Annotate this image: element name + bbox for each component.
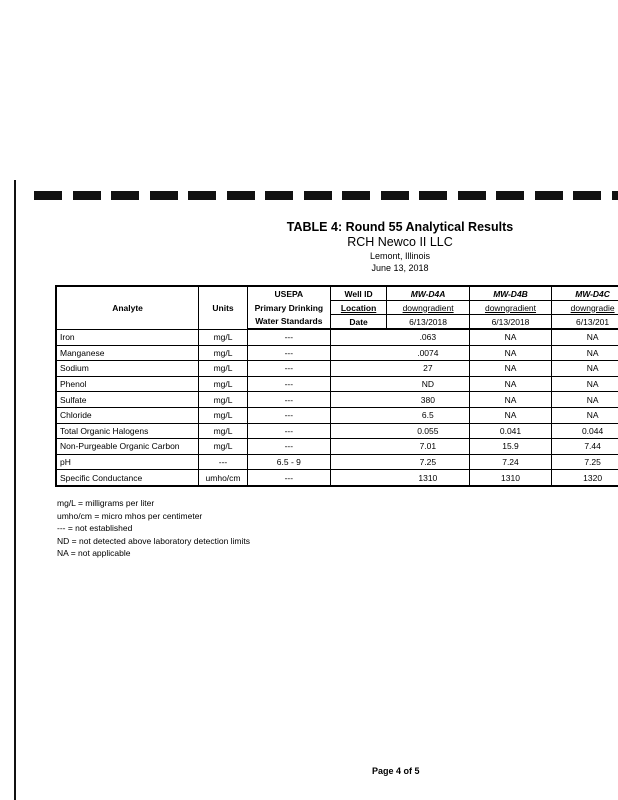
blank-cell bbox=[330, 407, 387, 423]
value-cell: NA bbox=[469, 329, 551, 345]
dash-segment bbox=[150, 191, 178, 200]
blank-cell bbox=[330, 423, 387, 439]
table-row bbox=[56, 439, 618, 455]
note-umho: umho/cm = micro mhos per centimeter bbox=[57, 510, 203, 521]
dash-segment bbox=[458, 191, 486, 200]
page-left-border bbox=[14, 180, 16, 800]
table-row bbox=[56, 407, 618, 423]
value-cell: NA bbox=[469, 407, 551, 423]
value-cell: mg/L bbox=[199, 392, 248, 408]
table-row bbox=[56, 345, 618, 361]
results-table bbox=[55, 285, 618, 487]
note-not-established: --- = not established bbox=[57, 523, 133, 534]
value-cell: NA bbox=[552, 345, 618, 361]
value-cell: ND bbox=[387, 376, 469, 392]
value-cell: NA bbox=[552, 361, 618, 377]
analyte-cell: Non-Purgeable Organic Carbon bbox=[56, 439, 199, 455]
note-nd: ND = not detected above laboratory detection limits bbox=[57, 535, 251, 546]
header-location-label: Location bbox=[330, 301, 387, 315]
dash-segment bbox=[612, 191, 618, 200]
analyte-cell: Specific Conductance bbox=[56, 470, 199, 486]
dash-segment bbox=[34, 191, 62, 200]
analyte-cell: Manganese bbox=[56, 345, 199, 361]
value-cell: --- bbox=[247, 423, 330, 439]
value-cell: NA bbox=[552, 392, 618, 408]
header-well-id-3: MW-D4C bbox=[552, 286, 618, 301]
value-cell: mg/L bbox=[199, 439, 248, 455]
value-cell: mg/L bbox=[199, 423, 248, 439]
value-cell: mg/L bbox=[199, 361, 248, 377]
value-cell: 7.25 bbox=[387, 454, 469, 470]
table-title-block bbox=[250, 220, 550, 274]
table-row bbox=[56, 470, 618, 486]
blank-cell bbox=[330, 392, 387, 408]
value-cell: --- bbox=[247, 376, 330, 392]
header-well-id-1: MW-D4A bbox=[387, 286, 469, 301]
value-cell: .063 bbox=[387, 329, 469, 345]
table-row bbox=[56, 376, 618, 392]
value-cell: --- bbox=[247, 329, 330, 345]
dash-segment bbox=[73, 191, 101, 200]
header-well-id-label: Well ID bbox=[330, 286, 387, 301]
value-cell: 1310 bbox=[469, 470, 551, 486]
value-cell: NA bbox=[552, 376, 618, 392]
value-cell: NA bbox=[469, 376, 551, 392]
blank-cell bbox=[330, 376, 387, 392]
value-cell: 0.041 bbox=[469, 423, 551, 439]
header-usepa-2: Primary Drinking bbox=[247, 301, 330, 315]
dashed-separator bbox=[34, 191, 618, 202]
value-cell: mg/L bbox=[199, 407, 248, 423]
dash-segment bbox=[419, 191, 447, 200]
value-cell: 7.24 bbox=[469, 454, 551, 470]
value-cell: 6.5 bbox=[387, 407, 469, 423]
header-units: Units bbox=[199, 286, 248, 329]
note-na: NA = not applicable bbox=[57, 548, 131, 559]
header-date-3: 6/13/201 bbox=[552, 315, 618, 330]
value-cell: 6.5 - 9 bbox=[247, 454, 330, 470]
value-cell: mg/L bbox=[199, 345, 248, 361]
analyte-cell: Phenol bbox=[56, 376, 199, 392]
blank-cell bbox=[330, 345, 387, 361]
company-name: RCH Newco II LLC bbox=[347, 235, 453, 249]
analyte-cell: pH bbox=[56, 454, 199, 470]
header-date-2: 6/13/2018 bbox=[469, 315, 551, 330]
header-row-1 bbox=[56, 286, 618, 301]
value-cell: 7.25 bbox=[552, 454, 618, 470]
value-cell: --- bbox=[247, 439, 330, 455]
value-cell: .0074 bbox=[387, 345, 469, 361]
value-cell: --- bbox=[247, 407, 330, 423]
results-table-wrapper bbox=[55, 285, 618, 487]
table-row bbox=[56, 392, 618, 408]
analyte-cell: Iron bbox=[56, 329, 199, 345]
header-well-id-2: MW-D4B bbox=[469, 286, 551, 301]
note-mgl: mg/L = milligrams per liter bbox=[57, 498, 155, 508]
value-cell: 1320 bbox=[552, 470, 618, 486]
value-cell: 7.44 bbox=[552, 439, 618, 455]
value-cell: 15.9 bbox=[469, 439, 551, 455]
value-cell: mg/L bbox=[199, 376, 248, 392]
dash-segment bbox=[227, 191, 255, 200]
dash-segment bbox=[381, 191, 409, 200]
table-notes bbox=[57, 497, 250, 560]
header-location-2: downgradient bbox=[469, 301, 551, 315]
value-cell: 0.044 bbox=[552, 423, 618, 439]
blank-cell bbox=[330, 454, 387, 470]
value-cell: NA bbox=[552, 329, 618, 345]
results-table-body bbox=[56, 329, 618, 486]
analyte-cell: Sodium bbox=[56, 361, 199, 377]
dash-segment bbox=[188, 191, 216, 200]
blank-cell bbox=[330, 470, 387, 486]
value-cell: 7.01 bbox=[387, 439, 469, 455]
dash-segment bbox=[535, 191, 563, 200]
header-usepa-3: Water Standards bbox=[247, 315, 330, 330]
table-row bbox=[56, 361, 618, 377]
value-cell: --- bbox=[247, 470, 330, 486]
location-text: Lemont, Illinois bbox=[369, 251, 431, 261]
value-cell: umho/cm bbox=[199, 470, 248, 486]
dash-segment bbox=[111, 191, 139, 200]
value-cell: --- bbox=[247, 345, 330, 361]
header-date-label: Date bbox=[330, 315, 387, 330]
analyte-cell: Sulfate bbox=[56, 392, 199, 408]
blank-cell bbox=[330, 361, 387, 377]
analyte-cell: Chloride bbox=[56, 407, 199, 423]
table-row bbox=[56, 329, 618, 345]
page-number: Page 4 of 5 bbox=[372, 766, 420, 776]
header-date-1: 6/13/2018 bbox=[387, 315, 469, 330]
value-cell: --- bbox=[247, 392, 330, 408]
value-cell: NA bbox=[552, 407, 618, 423]
value-cell: 0.055 bbox=[387, 423, 469, 439]
dash-segment bbox=[304, 191, 332, 200]
table-row bbox=[56, 423, 618, 439]
value-cell: --- bbox=[199, 454, 248, 470]
value-cell: NA bbox=[469, 345, 551, 361]
dash-segment bbox=[342, 191, 370, 200]
value-cell: 27 bbox=[387, 361, 469, 377]
value-cell: 380 bbox=[387, 392, 469, 408]
dash-segment bbox=[573, 191, 601, 200]
table-row bbox=[56, 454, 618, 470]
dash-segment bbox=[496, 191, 524, 200]
header-analyte: Analyte bbox=[56, 286, 199, 329]
blank-cell bbox=[330, 329, 387, 345]
value-cell: NA bbox=[469, 392, 551, 408]
analyte-cell: Total Organic Halogens bbox=[56, 423, 199, 439]
header-location-3: downgradie bbox=[552, 301, 618, 315]
value-cell: mg/L bbox=[199, 329, 248, 345]
value-cell: NA bbox=[469, 361, 551, 377]
value-cell: 1310 bbox=[387, 470, 469, 486]
table-title: TABLE 4: Round 55 Analytical Results bbox=[286, 220, 514, 234]
header-location-1: downgradient bbox=[387, 301, 469, 315]
header-usepa-1: USEPA bbox=[247, 286, 330, 301]
blank-cell bbox=[330, 439, 387, 455]
date-text: June 13, 2018 bbox=[371, 263, 429, 273]
dash-segment bbox=[265, 191, 293, 200]
value-cell: --- bbox=[247, 361, 330, 377]
